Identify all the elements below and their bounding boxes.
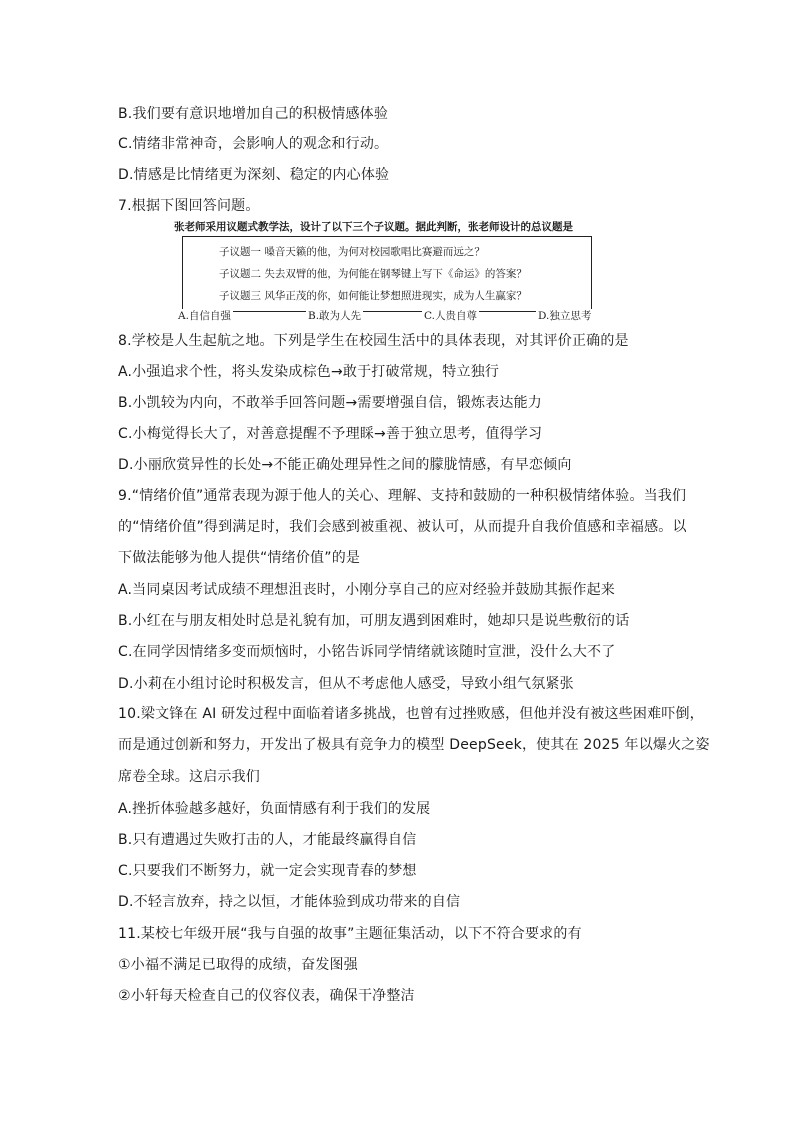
- q7-subtopic-2: 子议题二 失去双臂的他，为何能在钢琴键上写下《命运》的答案？: [219, 268, 527, 280]
- q8-option-c: C.小梅觉得长大了，对善意提醒不予理睬→善于独立思考，值得学习: [118, 426, 543, 442]
- q7-subtopic-3: 子议题三 风华正茂的你，如何能让梦想照进现实，成为人生赢家？: [219, 290, 527, 302]
- q9-option-a: A.当同桌因考试成绩不理想沮丧时，小刚分享自己的应对经验并鼓励其振作起来: [118, 582, 615, 598]
- q7-stem: 7.根据下图回答问题。: [118, 198, 260, 214]
- q9-stem-line-1: 9.“情绪价值”通常表现为源于他人的关心、理解、支持和鼓励的一种积极情绪体验。当我们: [118, 488, 687, 504]
- q9-option-b: B.小红在与朋友相处时总是礼貌有加，可朋友遇到困难时，她却只是说些敷衍的话: [118, 613, 630, 629]
- q9-stem-line-2: 的“情绪价值”得到满足时，我们会感到被重视、被认可，从而提升自我价值感和幸福感。以: [118, 519, 687, 535]
- q7-option-d: D.独立思考: [538, 310, 592, 322]
- q9-option-d: D.小莉在小组讨论时积极发言，但从不考虑他人感受，导致小组气氛紧张: [118, 676, 574, 692]
- q8-option-d: D.小丽欣赏异性的长处→不能正确处理异性之间的朦胧情感，有早恋倾向: [118, 457, 572, 473]
- q7-subtopic-1: 子议题一 嗓音天籁的他，为何对校园歌唱比赛避而远之？: [219, 246, 485, 258]
- q10-stem-line-2: 而是通过创新和努力，开发出了极具有竞争力的模型 DeepSeek，使其在 2025 年以爆火之姿: [118, 737, 710, 753]
- q7-subtopic-box: [182, 236, 592, 312]
- q8-option-b: B.小凯较为内向，不敢举手回答问题→需要增强自信，锻炼表达能力: [118, 395, 542, 411]
- q7-option-a: A.自信自强: [178, 310, 231, 322]
- q10-option-c: C.只要我们不断努力，就一定会实现青春的梦想: [118, 863, 417, 879]
- q10-stem-line-3: 席卷全球。这启示我们: [118, 769, 260, 785]
- q7-figure: [174, 220, 594, 324]
- q7-option-c: C.人贵自尊: [424, 310, 477, 322]
- q6-option-b: B.我们要有意识地增加自己的积极情感体验: [118, 106, 389, 122]
- q7-option-b: B.敢为人先: [308, 310, 362, 322]
- q8-stem: 8.学校是人生起航之地。下列是学生在校园生活中的具体表现，对其评价正确的是: [118, 333, 629, 349]
- q9-option-c: C.在同学因情绪多变而烦恼时，小铭告诉同学情绪就该随时宣泄，没什么大不了: [118, 644, 616, 660]
- q9-stem-line-3: 下做法能够为他人提供“情绪价值”的是: [118, 550, 361, 566]
- q11-item-2: ②小轩每天检查自己的仪容仪表，确保干净整洁: [118, 988, 415, 1004]
- q10-stem-line-1: 10.梁文锋在 AI 研发过程中面临着诸多挑战，也曾有过挫败感，但他并没有被这些困难吓倒，: [118, 706, 704, 722]
- q10-option-d: D.不轻言放弃，持之以恒，才能体验到成功带来的自信: [118, 894, 461, 910]
- q11-stem: 11.某校七年级开展“我与自强的故事”主题征集活动，以下不符合要求的有: [118, 926, 582, 942]
- q10-option-b: B.只有遭遇过失败打击的人，才能最终赢得自信: [118, 832, 417, 848]
- q8-option-a: A.小强追求个性，将头发染成棕色→敢于打破常规，特立独行: [118, 364, 500, 380]
- q10-option-a: A.挫折体验越多越好，负面情感有利于我们的发展: [118, 801, 431, 817]
- q6-option-d: D.情感是比情绪更为深刻、稳定的内心体验: [118, 167, 390, 183]
- q7-figure-heading: 张老师采用议题式教学法，设计了以下三个子议题。据此判断，张老师设计的总议题是: [174, 221, 573, 233]
- q11-item-1: ①小福不满足已取得的成绩，奋发图强: [118, 957, 358, 973]
- q6-option-c: C.情绪非常神奇，会影响人的观念和行动。: [118, 136, 389, 152]
